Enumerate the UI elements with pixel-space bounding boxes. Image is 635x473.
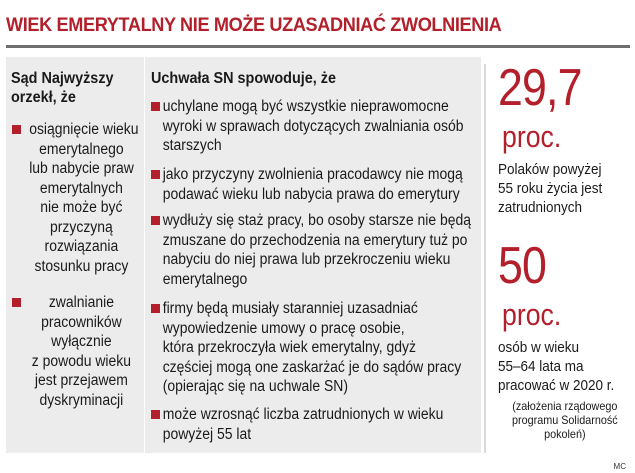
stat-1-description: Polaków powyżej 55 roku życia jest zatrudnionych [498,161,603,216]
middle-item-5 [151,405,476,444]
middle-item-2-text: jako przyczyny zwolnienia pracodawcy nie mogą podawać wieku lub nabycia prawa do emerytury [162,166,463,203]
middle-item-5-text: może wzrosnąć liczba zatrudnionych w wieku powyżej 55 lat [162,406,444,443]
left-panel [6,57,144,453]
stat-2-note: (założenia rządowego programu Solidarność pokoleń) [512,399,618,441]
middle-item-1 [151,97,498,156]
stat-1-value: 29,7 [498,59,582,117]
right-panel [490,57,630,453]
left-heading: Sąd Najwyższy orzekł, że [11,70,114,106]
middle-item-3 [151,211,507,289]
middle-item-3-text: wydłuży się staż pracy, bo osoby starsze nie będą zmuszane do przechodzenia na emerytury tuż po nabyciu do niej prawa lub przekroczeniu wieku emerytalnego [162,212,472,288]
stat-2-unit: proc. [502,297,562,332]
middle-item-4 [151,299,496,397]
left-item-2 [12,293,140,410]
column-divider [484,64,486,453]
stat-2-description: osób w wieku 55–64 lata ma pracować w 2020 r. [498,339,615,394]
stat-1-unit: proc. [502,119,562,154]
author-credit: MC [613,462,626,471]
title-rule [6,45,630,48]
middle-item-1-text: uchylane mogą być wszystkie nieprawomocne wyroki w sprawach dotyczących zwalniania osób starszych [162,98,464,154]
page-title: WIEK EMERYTALNY NIE MOŻE UZASADNIAĆ ZWOLNIENIA [6,14,502,36]
left-item-1-text: osiągnięcie wieku emerytalnego lub nabycie praw emerytalnych nie może być przyczyną rozwiązania stosunku pracy [29,121,139,275]
stat-2-value: 50 [498,237,547,295]
middle-item-4-text: firmy będą musiały staranniej uzasadniać wypowiedzenie umowy o pracę osobie, która przekroczyła wiek emerytalny, gdyż częściej mogą one zaskarżać je do sądów pracy (opierając się na uchwale SN) [162,300,462,395]
middle-item-2 [151,165,497,204]
middle-panel [145,57,481,453]
left-item-2-text: zwalnianie pracowników wyłącznie z powodu wieku jest przejawem dyskryminacji [31,294,132,409]
middle-heading: Uchwała SN spowoduje, że [151,70,337,87]
left-item-1 [12,120,140,276]
